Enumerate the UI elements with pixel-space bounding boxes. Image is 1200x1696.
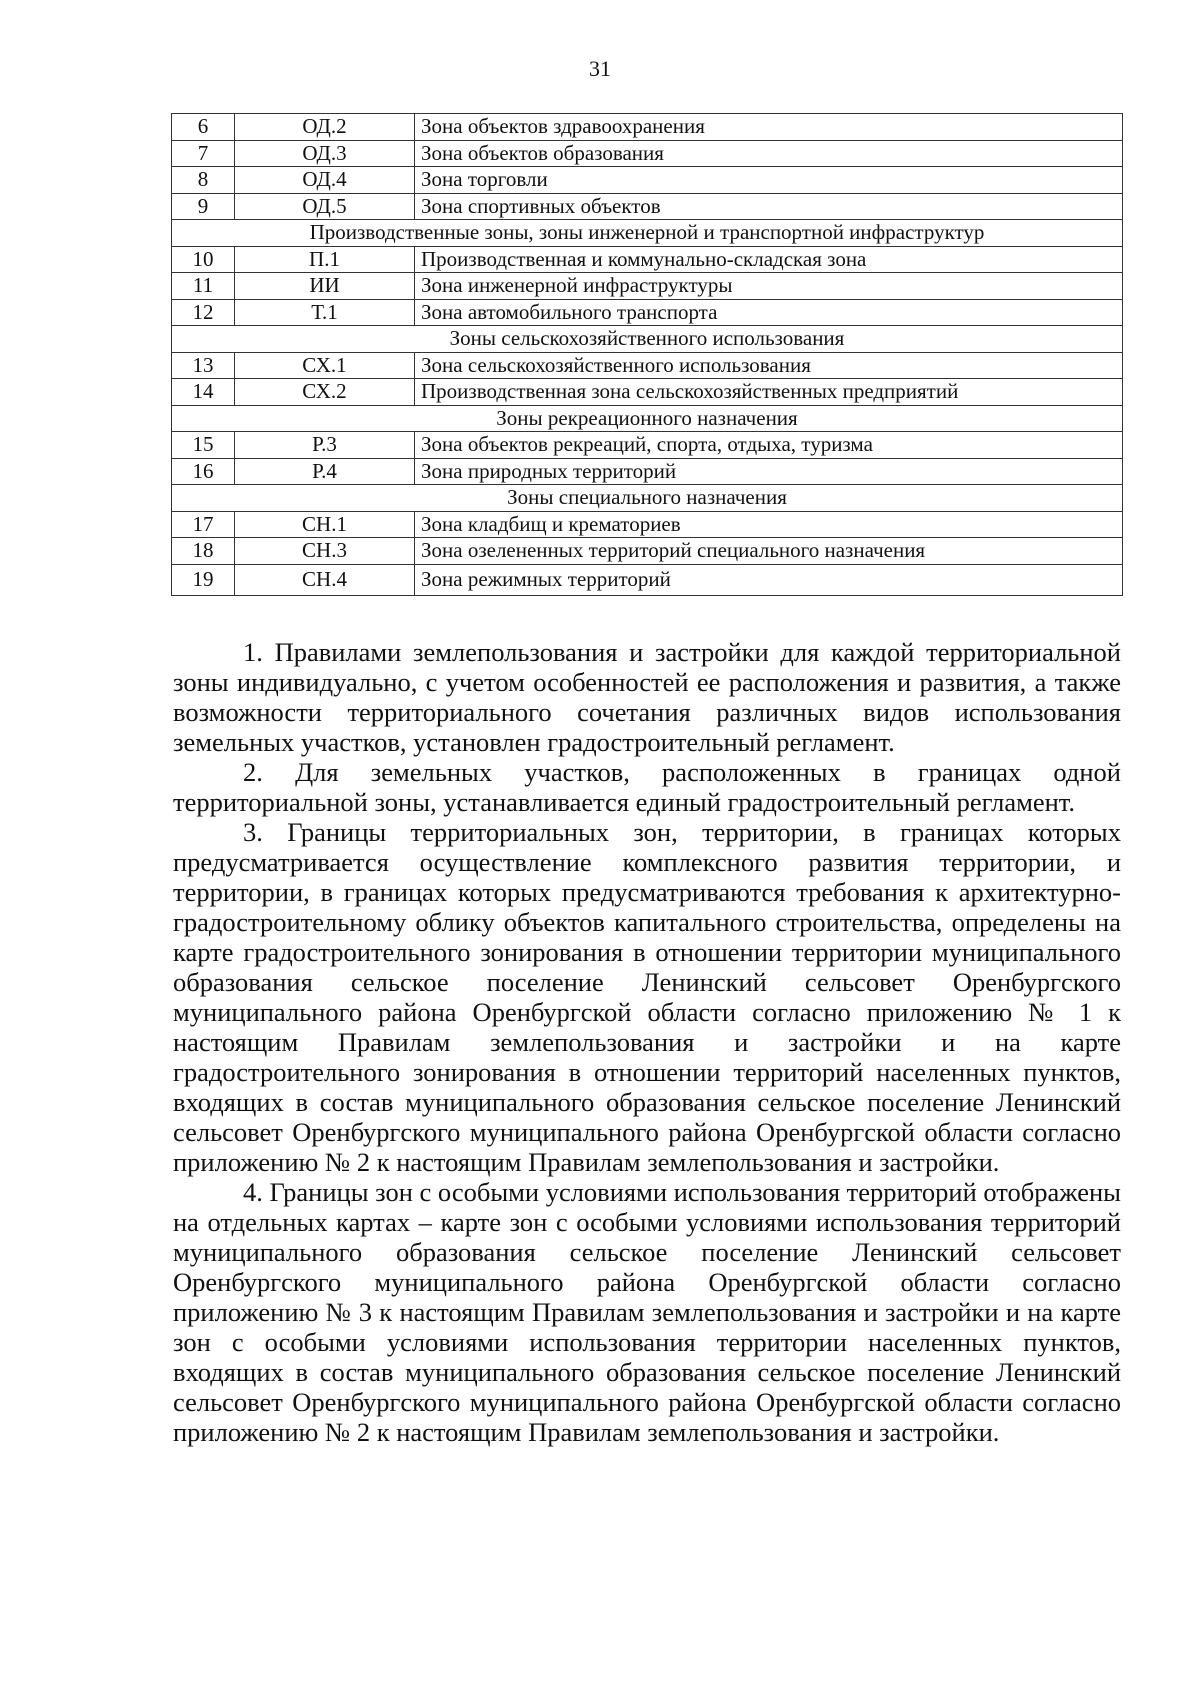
zone-number: 12	[172, 299, 235, 326]
zone-code: СХ.2	[235, 379, 415, 406]
zone-code: ОД.5	[235, 193, 415, 220]
zone-number: 8	[172, 167, 235, 194]
zone-name: Зона объектов образования	[415, 140, 1123, 167]
table-row	[172, 564, 1123, 595]
table-row	[172, 273, 1123, 300]
zone-name: Зона объектов здравоохранения	[415, 114, 1123, 141]
zone-number: 16	[172, 458, 235, 485]
zone-number: 17	[172, 511, 235, 538]
table-row	[172, 458, 1123, 485]
table-section-row	[172, 326, 1123, 353]
table-row	[172, 299, 1123, 326]
zone-code: ОД.2	[235, 114, 415, 141]
zone-number: 13	[172, 352, 235, 379]
section-title: Зоны сельскохозяйственного использования	[172, 326, 1123, 353]
zone-code: Р.3	[235, 432, 415, 459]
zone-code: ОД.3	[235, 140, 415, 167]
body-text	[173, 637, 1121, 1447]
zone-number: 14	[172, 379, 235, 406]
zone-name: Производственная и коммунально-складская зона	[415, 246, 1123, 273]
table-section-row	[172, 405, 1123, 432]
zones-table	[171, 113, 1123, 596]
zone-code: СН.4	[235, 564, 415, 595]
table-row	[172, 167, 1123, 194]
zone-number: 11	[172, 273, 235, 300]
table-row	[172, 140, 1123, 167]
section-title: Зоны рекреационного назначения	[172, 405, 1123, 432]
section-title: Зоны специального назначения	[172, 485, 1123, 512]
zone-code: Р.4	[235, 458, 415, 485]
zone-number: 6	[172, 114, 235, 141]
table-row	[172, 432, 1123, 459]
zone-number: 7	[172, 140, 235, 167]
zone-code: ОД.4	[235, 167, 415, 194]
zone-name: Зона объектов рекреаций, спорта, отдыха, туризма	[415, 432, 1123, 459]
zone-name: Зона автомобильного транспорта	[415, 299, 1123, 326]
zone-name: Зона озелененных территорий специального назначения	[415, 538, 1123, 565]
zone-name: Зона сельскохозяйственного использования	[415, 352, 1123, 379]
table-row	[172, 379, 1123, 406]
zone-name: Зона спортивных объектов	[415, 193, 1123, 220]
zone-name: Зона природных территорий	[415, 458, 1123, 485]
zone-code: ИИ	[235, 273, 415, 300]
table-row	[172, 246, 1123, 273]
zone-code: СН.1	[235, 511, 415, 538]
paragraph-3: 3. Границы территориальных зон, территории, в границах которых предусматривается осуществление комплексного развития территории, и территории, в границах которых предусматриваются требования к архитектурно-градостроительному облику объектов капитального строительства, определены на карте градостроительного зонирования в отношении территории муниципального образования сельское поселение Ленинский сельсовет Оренбургского муниципального района Оренбургской области согласно приложению № 1 к настоящим Правилам землепользования и застройки и на карте градостроительного зонирования в отношении территорий населенных пунктов, входящих в состав муниципального образования сельское поселение Ленинский сельсовет Оренбургского муниципального района Оренбургской области согласно приложению № 2 к настоящим Правилам землепользования и застройки.	[173, 817, 1121, 1177]
zone-name: Зона режимных территорий	[415, 564, 1123, 595]
zone-number: 18	[172, 538, 235, 565]
zone-number: 19	[172, 564, 235, 595]
zone-name: Зона торговли	[415, 167, 1123, 194]
table-row	[172, 352, 1123, 379]
zone-number: 10	[172, 246, 235, 273]
table-row	[172, 193, 1123, 220]
zone-number: 15	[172, 432, 235, 459]
paragraph-1: 1. Правилами землепользования и застройки для каждой территориальной зоны индивидуально, с учетом особенностей ее расположения и развития, а также возможности территориального сочетания различных видов использования земельных участков, установлен градостроительный регламент.	[173, 637, 1121, 757]
zone-number: 9	[172, 193, 235, 220]
zone-code: П.1	[235, 246, 415, 273]
paragraph-4: 4. Границы зон с особыми условиями использования территорий отображены на отдельных картах – карте зон с особыми условиями использования территорий муниципального образования сельское поселение Ленинский сельсовет Оренбургского муниципального района Оренбургской области согласно приложению № 3 к настоящим Правилам землепользования и застройки и на карте зон с особыми условиями использования территории населенных пунктов, входящих в состав муниципального образования сельское поселение Ленинский сельсовет Оренбургского муниципального района Оренбургской области согласно приложению № 2 к настоящим Правилам землепользования и застройки.	[173, 1177, 1121, 1447]
zone-name: Зона инженерной инфраструктуры	[415, 273, 1123, 300]
zone-code: СН.3	[235, 538, 415, 565]
zone-name: Зона кладбищ и крематориев	[415, 511, 1123, 538]
page-number: 31	[589, 56, 611, 81]
section-title: Производственные зоны, зоны инженерной и транспортной инфраструктур	[172, 220, 1123, 247]
zone-name: Производственная зона сельскохозяйственных предприятий	[415, 379, 1123, 406]
table-section-row	[172, 220, 1123, 247]
table-row	[172, 114, 1123, 141]
table-row	[172, 538, 1123, 565]
zone-code: СХ.1	[235, 352, 415, 379]
paragraph-2: 2. Для земельных участков, расположенных в границах одной территориальной зоны, устанавливается единый градостроительный регламент.	[173, 757, 1121, 817]
zones-table-body	[172, 114, 1123, 596]
zone-code: Т.1	[235, 299, 415, 326]
table-section-row	[172, 485, 1123, 512]
table-row	[172, 511, 1123, 538]
